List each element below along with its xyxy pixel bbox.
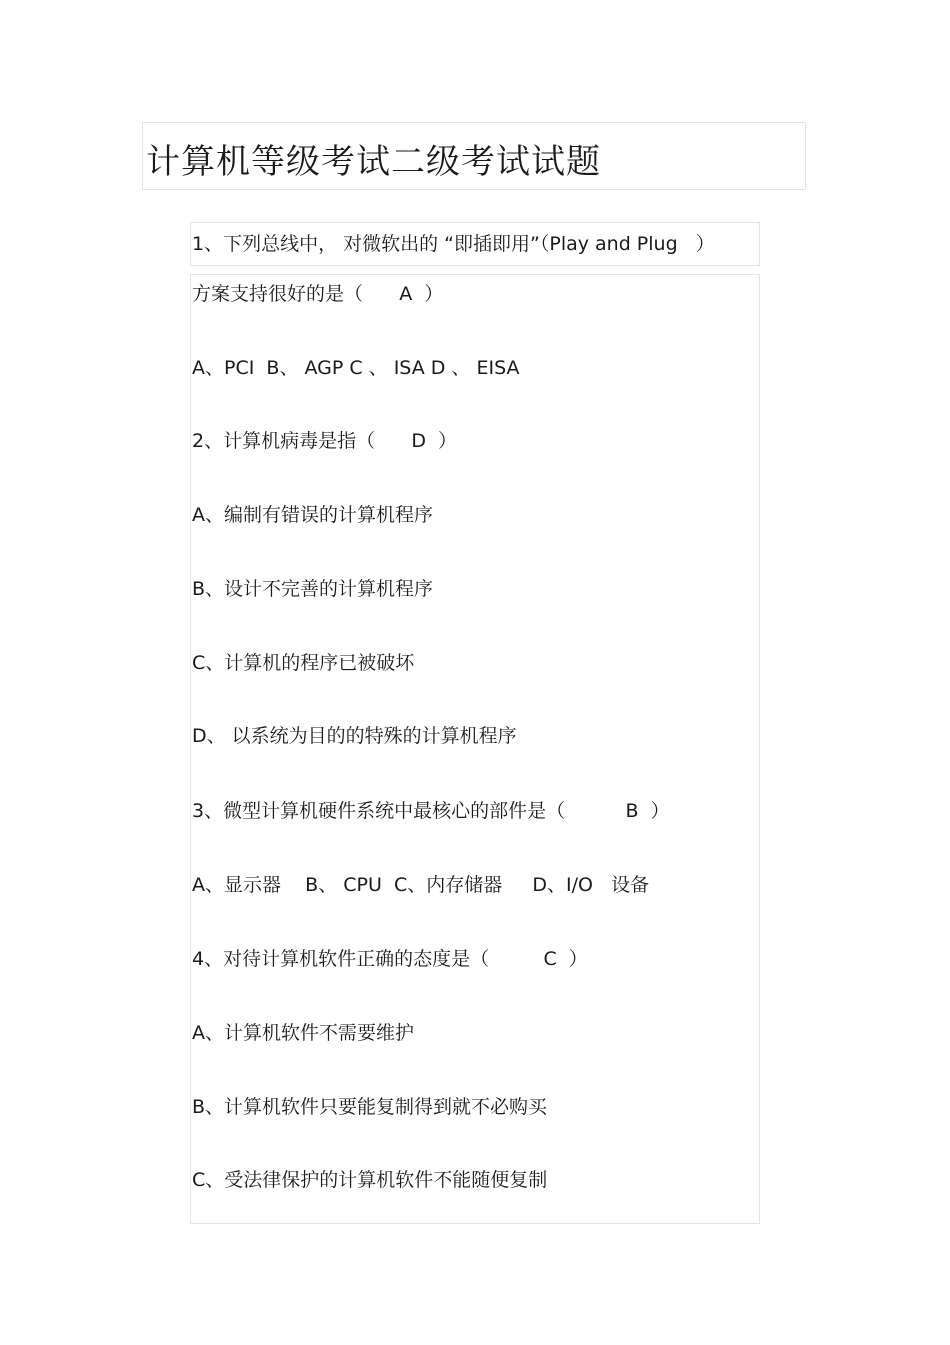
question-2-text: 2、计算机病毒是指（ D ） (192, 430, 458, 452)
question-4-text: 4、对待计算机软件正确的态度是（ C ） (192, 948, 588, 970)
question-3-text: 3、微型计算机硬件系统中最核心的部件是（ B ） (192, 800, 670, 822)
question-4-option-a: A、计算机软件不需要维护 (192, 1022, 414, 1044)
question-3-options: A、显示器 B、 CPU C、内存储器 D、I/O 设备 (192, 874, 650, 896)
question-4-option-b: B、计算机软件只要能复制得到就不必购买 (192, 1096, 548, 1118)
content-frame (190, 274, 760, 1224)
question-1-continuation: 方案支持很好的是（ A ） (192, 283, 444, 305)
document-title: 计算机等级考试二级考试试题 (146, 142, 601, 182)
question-2-option-c: C、计算机的程序已被破坏 (192, 652, 415, 674)
question-4-option-c: C、受法律保护的计算机软件不能随便复制 (192, 1169, 548, 1191)
question-1-options: A、PCI B、 AGP C 、 ISA D 、 EISA (192, 357, 520, 379)
question-2-option-b: B、设计不完善的计算机程序 (192, 578, 434, 600)
question-2-option-a: A、编制有错误的计算机程序 (192, 504, 433, 526)
question-2-option-d: D、 以系统为目的的特殊的计算机程序 (192, 725, 517, 747)
question-1-text: 1、下列总线中， 对微软出的 “即插即用”（Play and Plug ） (192, 233, 715, 255)
